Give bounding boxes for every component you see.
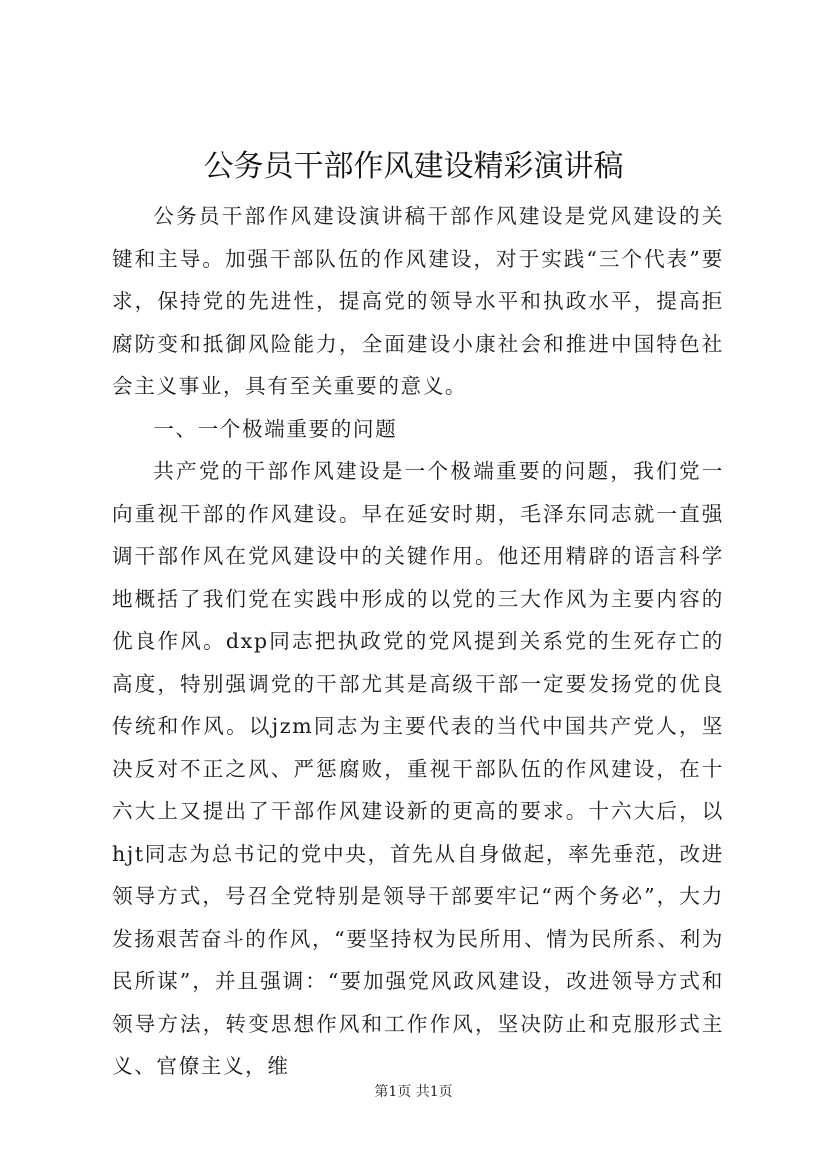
page-footer: 第1页 共1页 <box>374 1084 453 1100</box>
paragraph-section-1: 共产党的干部作风建设是一个极端重要的问题，我们党一向重视干部的作风建设。早在延安时期，毛泽东同志就一直强调干部作风在党风建设中的关键作用。他还用精辟的语言科学地概括了我们党在实践中形成的以党的三大作风为主要内容的优良作风。dxp同志把执政党的党风提到关系党的生死存亡的高度，特别强调党的干部尤其是高级干部一定要发扬党的优良传统和作风。以jzm同志为主要代表的当代中国共产党人，坚决反对不正之风、严惩腐败，重视干部队伍的作风建设，在十六大上又提出了干部作风建设新的更高的要求。十六大后，以hjt同志为总书记的党中央，首先从自身做起，率先垂范，改进领导方式，号召全党特别是领导干部要牢记“两个务必”，大力发扬艰苦奋斗的作风，“要坚持权为民所用、情为民所系、利为民所谋”，并且强调：“要加强党风政风建设，改进领导方式和领导方法，转变思想作风和工作作风，坚决防止和克服形式主义、官僚主义，维 <box>112 459 724 1078</box>
document-body <box>112 195 724 1088</box>
section-heading: 一、一个极端重要的问题 <box>153 416 398 441</box>
paragraph-intro: 公务员干部作风建设演讲稿干部作风建设是党风建设的关键和主导。加强干部队伍的作风建设，对于实践“三个代表”要求，保持党的先进性，提高党的领导水平和执政水平，提高拒腐防变和抵御风险能力，全面建设小康社会和推进中国特色社会主义事业，具有至关重要的意义。 <box>112 204 724 398</box>
document-title: 公务员干部作风建设精彩演讲稿 <box>203 149 624 184</box>
